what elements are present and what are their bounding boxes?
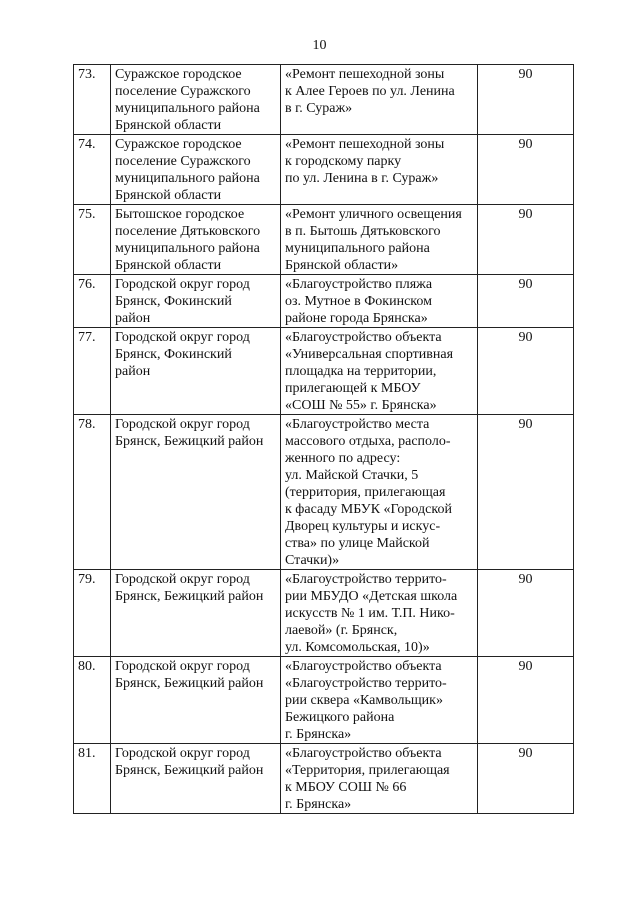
project-line: (территория, прилегающая bbox=[285, 485, 446, 500]
municipality-cell bbox=[111, 415, 281, 570]
municipality-cell bbox=[111, 275, 281, 328]
municipality-line: Брянск, Фокинский bbox=[115, 347, 232, 362]
amount-cell: 90 bbox=[478, 328, 574, 415]
project-line: районе города Брянска» bbox=[285, 311, 428, 326]
municipality-line: Городской округ город bbox=[115, 746, 250, 761]
project-line: ул. Комсомольская, 10)» bbox=[285, 640, 430, 655]
project-line: муниципального района bbox=[285, 241, 430, 256]
row-number: 75. bbox=[74, 205, 111, 275]
amount-cell: 90 bbox=[478, 744, 574, 814]
project-line: искусств № 1 им. Т.П. Нико- bbox=[285, 606, 455, 621]
project-line: «Благоустройство пляжа bbox=[285, 277, 433, 292]
project-line: г. Брянска» bbox=[285, 727, 352, 742]
row-number: 81. bbox=[74, 744, 111, 814]
project-line: «Благоустройство объекта bbox=[285, 330, 442, 345]
project-line: к фасаду МБУК «Городской bbox=[285, 502, 452, 517]
municipality-line: Брянск, Фокинский bbox=[115, 294, 232, 309]
project-line: ства» по улице Майской bbox=[285, 536, 430, 551]
row-number: 78. bbox=[74, 415, 111, 570]
amount-cell: 90 bbox=[478, 415, 574, 570]
project-line: «Территория, прилегающая bbox=[285, 763, 450, 778]
table-row bbox=[74, 744, 574, 814]
municipality-cell bbox=[111, 570, 281, 657]
municipality-cell bbox=[111, 744, 281, 814]
project-cell bbox=[281, 744, 478, 814]
project-line: прилегающей к МБОУ bbox=[285, 381, 421, 396]
project-cell bbox=[281, 570, 478, 657]
row-number: 76. bbox=[74, 275, 111, 328]
municipality-line: Брянск, Бежицкий район bbox=[115, 676, 264, 691]
row-number: 73. bbox=[74, 65, 111, 135]
table-row bbox=[74, 65, 574, 135]
project-line: по ул. Ленина в г. Сураж» bbox=[285, 171, 439, 186]
amount-cell: 90 bbox=[478, 65, 574, 135]
municipality-line: поселение Дятьковского bbox=[115, 224, 261, 239]
table-row bbox=[74, 415, 574, 570]
municipality-line: Городской округ город bbox=[115, 417, 250, 432]
row-number: 74. bbox=[74, 135, 111, 205]
amount-cell: 90 bbox=[478, 570, 574, 657]
municipality-line: Брянск, Бежицкий район bbox=[115, 434, 264, 449]
project-cell bbox=[281, 415, 478, 570]
municipality-line: район bbox=[115, 311, 151, 326]
municipality-line: Брянск, Бежицкий район bbox=[115, 763, 264, 778]
project-line: в г. Сураж» bbox=[285, 101, 353, 116]
project-line: оз. Мутное в Фокинском bbox=[285, 294, 432, 309]
project-line: «Благоустройство объекта bbox=[285, 746, 442, 761]
municipality-line: район bbox=[115, 364, 151, 379]
project-line: в п. Бытошь Дятьковского bbox=[285, 224, 441, 239]
municipality-cell bbox=[111, 657, 281, 744]
table-row bbox=[74, 275, 574, 328]
municipality-line: Городской округ город bbox=[115, 277, 250, 292]
project-cell bbox=[281, 328, 478, 415]
project-line: женного по адресу: bbox=[285, 451, 401, 466]
municipality-line: Бытошское городское bbox=[115, 207, 245, 222]
project-line: «Благоустройство объекта bbox=[285, 659, 442, 674]
table-row bbox=[74, 657, 574, 744]
municipality-line: Брянской области bbox=[115, 188, 222, 203]
municipality-cell bbox=[111, 328, 281, 415]
project-line: к МБОУ СОШ № 66 bbox=[285, 780, 407, 795]
project-line: площадка на территории, bbox=[285, 364, 437, 379]
municipality-line: поселение Суражского bbox=[115, 84, 251, 99]
project-cell bbox=[281, 275, 478, 328]
project-line: «Благоустройство террито- bbox=[285, 676, 447, 691]
municipality-cell bbox=[111, 205, 281, 275]
project-line: к Алее Героев по ул. Ленина bbox=[285, 84, 455, 99]
municipality-line: муниципального района bbox=[115, 101, 260, 116]
municipality-line: Суражское городское bbox=[115, 67, 242, 82]
project-line: массового отдыха, располо- bbox=[285, 434, 451, 449]
amount-cell: 90 bbox=[478, 275, 574, 328]
project-line: ул. Майской Стачки, 5 bbox=[285, 468, 419, 483]
table-row bbox=[74, 570, 574, 657]
municipality-cell bbox=[111, 65, 281, 135]
row-number: 79. bbox=[74, 570, 111, 657]
project-line: «Ремонт пешеходной зоны bbox=[285, 67, 445, 82]
table-row bbox=[74, 205, 574, 275]
municipality-line: Брянск, Бежицкий район bbox=[115, 589, 264, 604]
project-line: «Благоустройство террито- bbox=[285, 572, 447, 587]
municipality-line: Городской округ город bbox=[115, 330, 250, 345]
project-line: рии МБУДО «Детская школа bbox=[285, 589, 458, 604]
row-number: 80. bbox=[74, 657, 111, 744]
project-cell bbox=[281, 657, 478, 744]
row-number: 77. bbox=[74, 328, 111, 415]
municipality-line: Городской округ город bbox=[115, 659, 250, 674]
project-line: «Ремонт уличного освещения bbox=[285, 207, 462, 222]
table-row bbox=[74, 328, 574, 415]
project-line: Бежицкого района bbox=[285, 710, 395, 725]
project-line: «Универсальная спортивная bbox=[285, 347, 454, 362]
project-line: «СОШ № 55» г. Брянска» bbox=[285, 398, 437, 413]
municipality-cell bbox=[111, 135, 281, 205]
project-line: Стачки)» bbox=[285, 553, 340, 568]
municipality-line: Брянской области bbox=[115, 258, 222, 273]
municipality-line: муниципального района bbox=[115, 171, 260, 186]
project-cell bbox=[281, 65, 478, 135]
amount-cell: 90 bbox=[478, 657, 574, 744]
project-cell bbox=[281, 135, 478, 205]
project-line: Брянской области» bbox=[285, 258, 399, 273]
municipality-line: Городской округ город bbox=[115, 572, 250, 587]
project-line: рии сквера «Камвольщик» bbox=[285, 693, 443, 708]
project-cell bbox=[281, 205, 478, 275]
municipality-line: Суражское городское bbox=[115, 137, 242, 152]
amount-cell: 90 bbox=[478, 135, 574, 205]
municipality-line: Брянской области bbox=[115, 118, 222, 133]
project-line: г. Брянска» bbox=[285, 797, 352, 812]
project-line: лаевой» (г. Брянск, bbox=[285, 623, 398, 638]
table-row bbox=[74, 135, 574, 205]
municipality-line: муниципального района bbox=[115, 241, 260, 256]
page-number: 10 bbox=[312, 38, 327, 53]
amount-cell: 90 bbox=[478, 205, 574, 275]
project-line: к городскому парку bbox=[285, 154, 402, 169]
registry-table-body bbox=[74, 65, 574, 814]
registry-table bbox=[73, 64, 574, 814]
project-line: «Благоустройство места bbox=[285, 417, 430, 432]
project-line: «Ремонт пешеходной зоны bbox=[285, 137, 445, 152]
municipality-line: поселение Суражского bbox=[115, 154, 251, 169]
project-line: Дворец культуры и искус- bbox=[285, 519, 441, 534]
